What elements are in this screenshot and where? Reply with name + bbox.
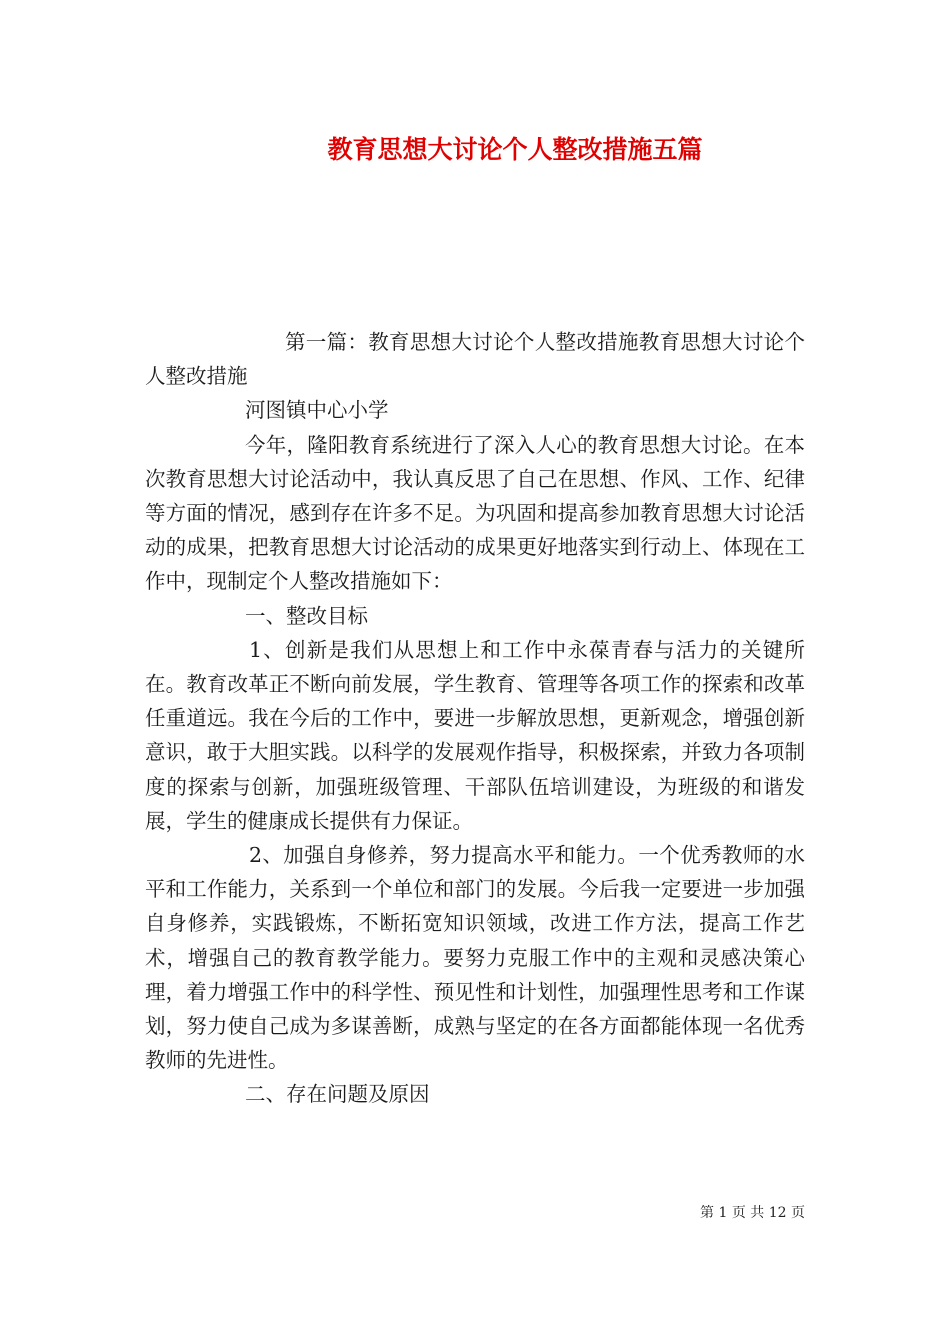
document-body [145, 325, 805, 1112]
section-heading-goals: 一、整改目标 [245, 603, 368, 628]
paragraph-school: 河图镇中心小学 [245, 398, 389, 423]
paragraph-heading: 第一篇：教育思想大讨论个人整改措施教育思想大讨论个人整改措施 [145, 330, 805, 389]
page-number [700, 1203, 805, 1223]
page-number-label: 第 1 页 共 12 页 [700, 1205, 805, 1221]
paragraph-item-2: 2、加强自身修养，努力提高水平和能力。一个优秀教师的水平和工作能力，关系到一个单位和部门的发展。今后我一定要进一步加强自身修养，实践锻炼，不断拓宽知识领域，改进工作方法，提高工作艺术，增强自己的教育教学能力。要努力克服工作中的主观和灵感决策心理，着力增强工作中的科学性、预见性和计划性，加强理性思考和工作谋划，努力使自己成为多谋善断，成熟与坚定的在各方面都能体现一名优秀教师的先进性。 [145, 843, 805, 1073]
section-heading-problems: 二、存在问题及原因 [245, 1082, 430, 1107]
paragraph-item-1: 1、创新是我们从思想上和工作中永葆青春与活力的关键所在。教育改革正不断向前发展，学生教育、管理等各项工作的探索和改革任重道远。我在今后的工作中，要进一步解放思想，更新观念，增强创新意识，敢于大胆实践。以科学的发展观作指导，积极探索，并致力各项制度的探索与创新，加强班级管理、干部队伍培训建设，为班级的和谐发展，学生的健康成长提供有力保证。 [145, 637, 805, 833]
paragraph-intro: 今年，隆阳教育系统进行了深入人心的教育思想大讨论。在本次教育思想大讨论活动中，我认真反思了自己在思想、作风、工作、纪律等方面的情况，感到存在许多不足。为巩固和提高参加教育思想大讨论活动的成果，把教育思想大讨论活动的成果更好地落实到行动上、体现在工作中，现制定个人整改措施如下： [145, 432, 805, 594]
document-title: 教育思想大讨论个人整改措施五篇 [327, 135, 703, 164]
